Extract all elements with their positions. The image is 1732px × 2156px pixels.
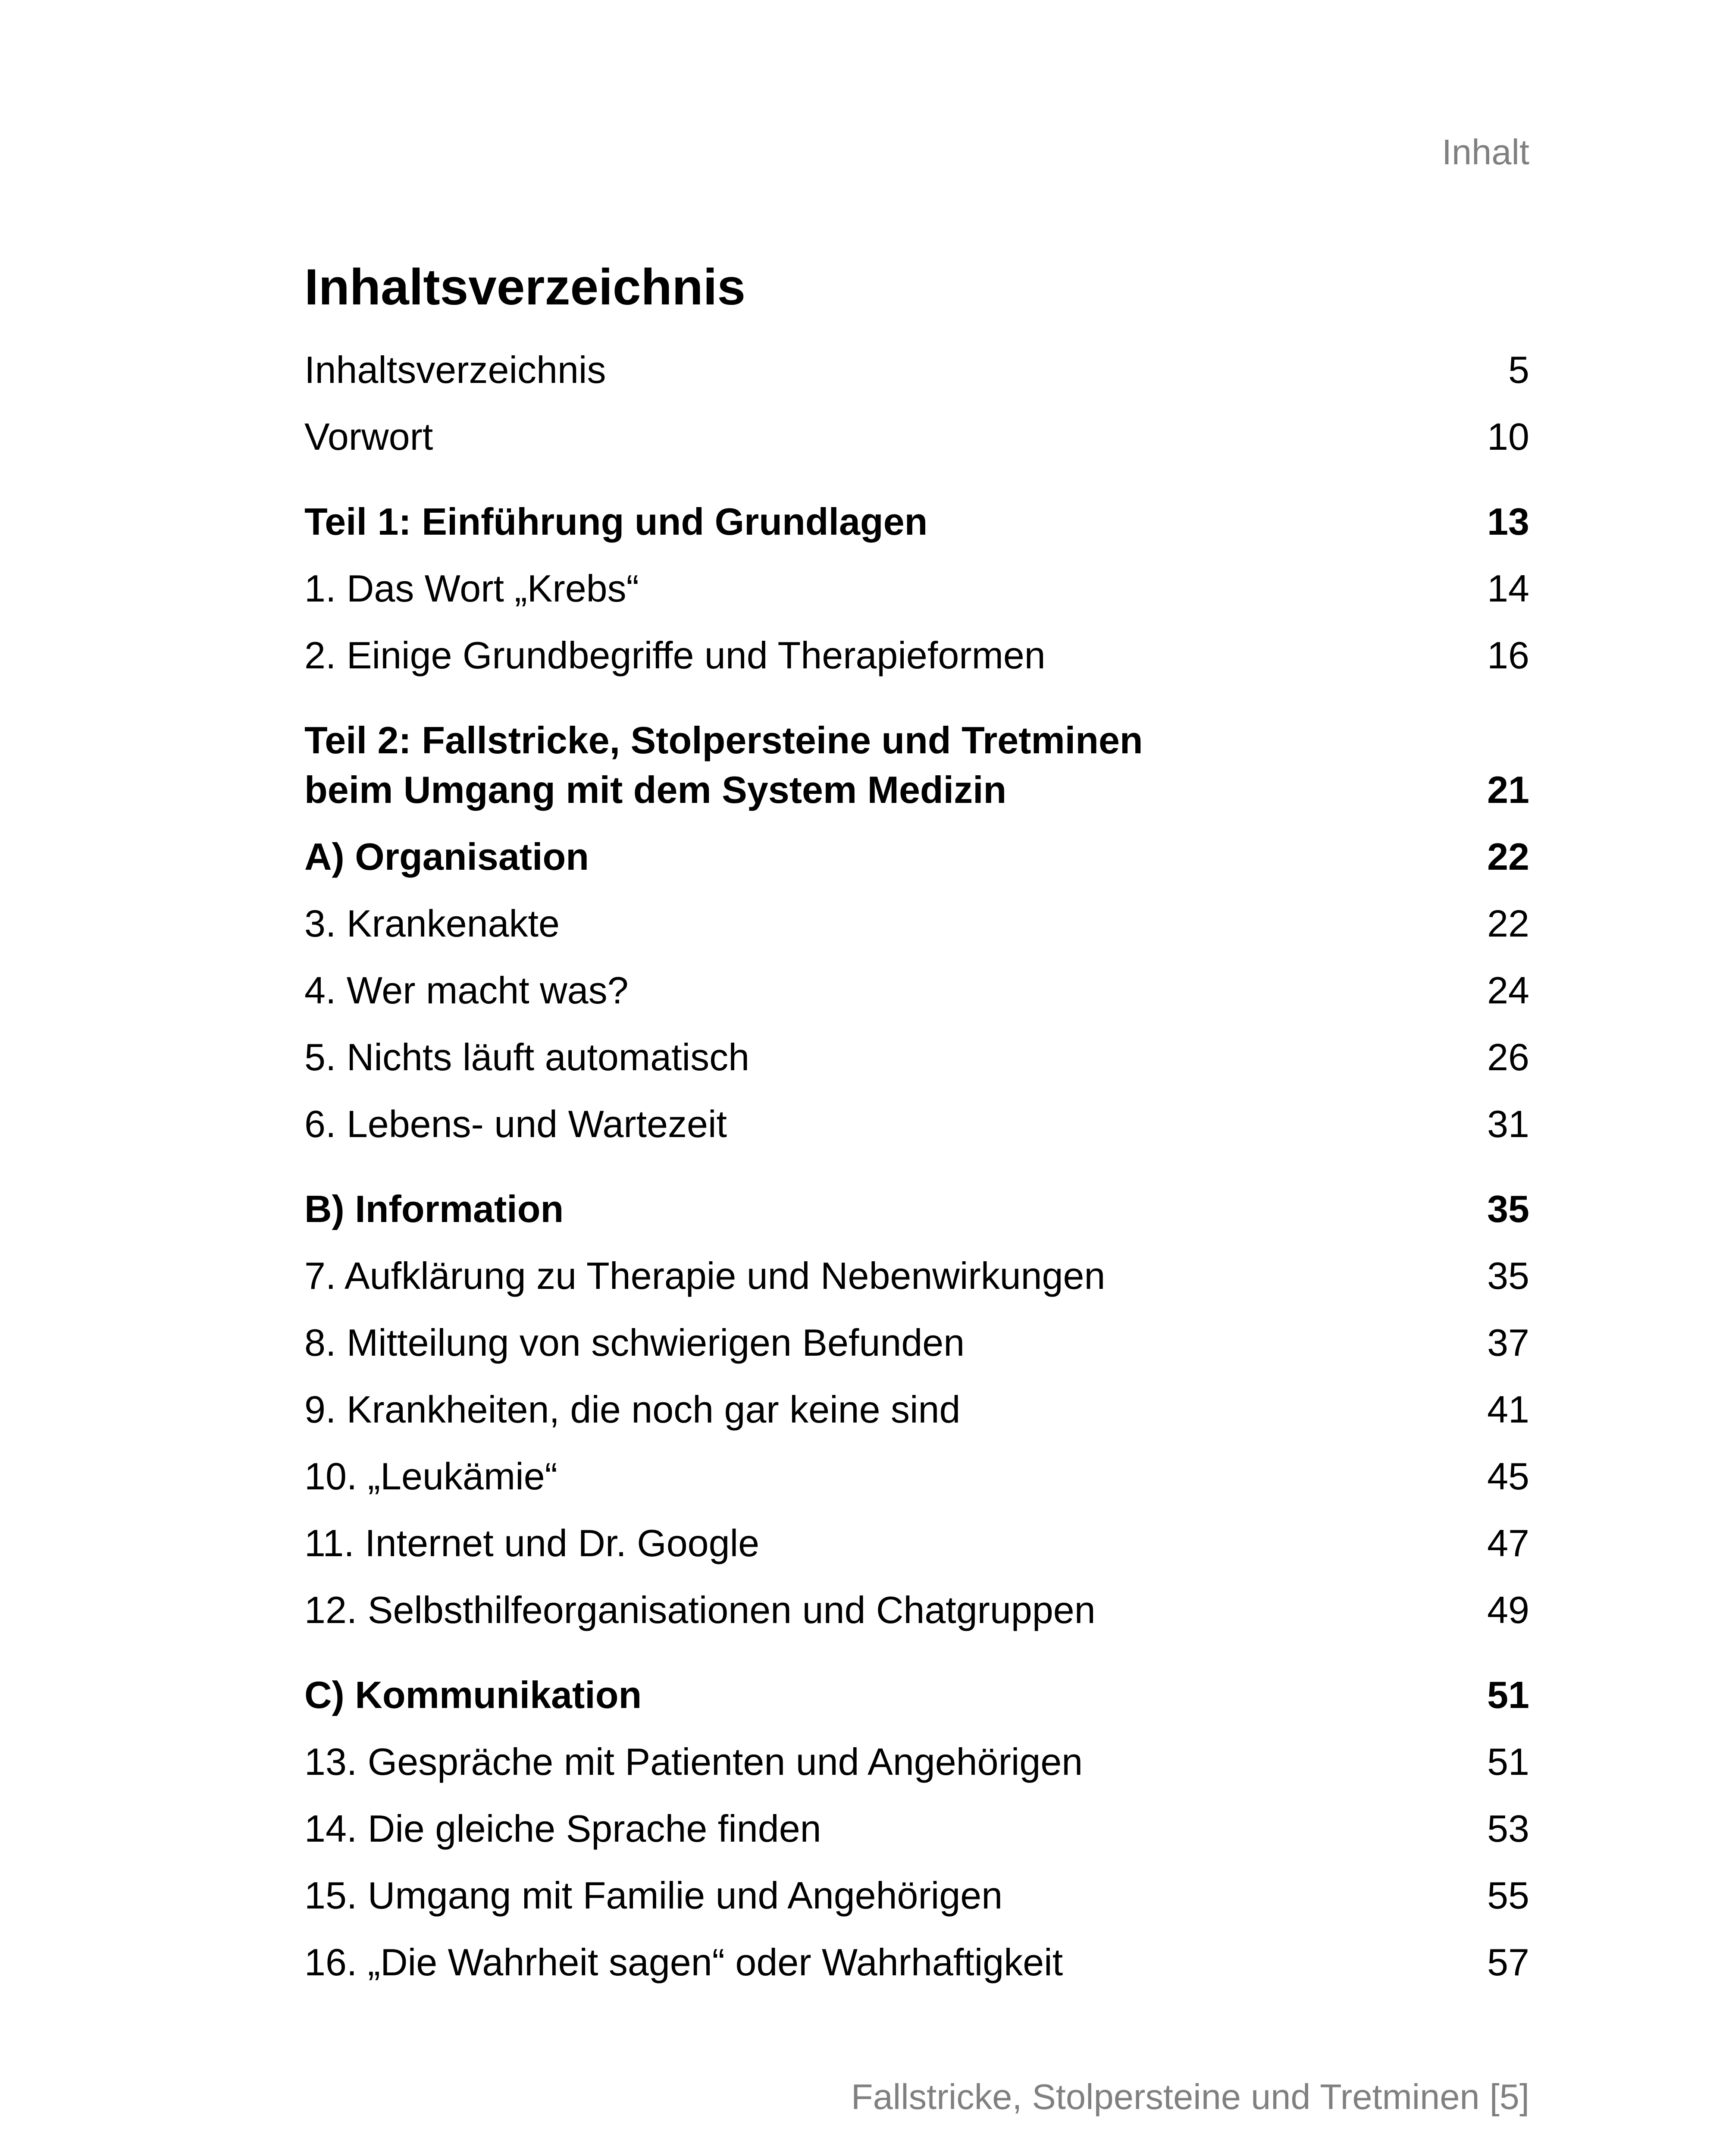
toc-entry[interactable] <box>304 1871 1529 1920</box>
toc-entry-title: 12. Selbsthilfeorganisationen und Chatgruppen <box>304 1589 1096 1631</box>
toc-entry[interactable] <box>304 899 1529 948</box>
toc-entry-title: 8. Mitteilung von schwierigen Befunden <box>304 1321 965 1364</box>
toc-entry[interactable] <box>304 1251 1529 1300</box>
toc-section-heading[interactable] <box>304 1670 1529 1720</box>
toc-entry[interactable] <box>304 1032 1529 1082</box>
page-title: Inhaltsverzeichnis <box>304 259 746 316</box>
toc-entry-title: 5. Nichts läuft automatisch <box>304 1036 750 1078</box>
toc-entry[interactable] <box>304 630 1529 680</box>
toc-entry-page: 5 <box>1508 348 1529 391</box>
toc-entry-page: 47 <box>1487 1522 1529 1564</box>
toc-entry[interactable] <box>304 345 1529 395</box>
toc-entry[interactable] <box>304 564 1529 613</box>
toc-entry-page: 53 <box>1487 1807 1529 1850</box>
toc-entry-page: 35 <box>1487 1254 1529 1297</box>
toc-part-heading[interactable] <box>304 497 1529 546</box>
toc-entry-title: C) Kommunikation <box>304 1673 642 1716</box>
toc-entry-page: 55 <box>1487 1874 1529 1917</box>
toc-entry[interactable] <box>304 1518 1529 1568</box>
toc-entry[interactable] <box>304 965 1529 1015</box>
toc-part-heading[interactable] <box>304 715 1529 815</box>
toc-entry-title-line1: Teil 2: Fallstricke, Stolpersteine und Tretminen <box>304 719 1143 761</box>
running-footer: Fallstricke, Stolpersteine und Tretminen [5] <box>851 2077 1529 2117</box>
toc-entry[interactable] <box>304 1318 1529 1367</box>
toc-entry-page: 31 <box>1487 1103 1529 1145</box>
toc-entry-title: A) Organisation <box>304 835 589 878</box>
toc-entry-page: 51 <box>1487 1740 1529 1783</box>
toc-entry-title: Inhaltsverzeichnis <box>304 348 606 391</box>
toc-entry-title: 9. Krankheiten, die noch gar keine sind <box>304 1388 961 1431</box>
toc-entry-title: Teil 1: Einführung und Grundlagen <box>304 500 928 543</box>
toc-entry[interactable] <box>304 1937 1529 1987</box>
toc-entry-page: 16 <box>1487 634 1529 677</box>
toc-section-heading[interactable] <box>304 1184 1529 1234</box>
toc-entry-title-line2: beim Umgang mit dem System Medizin <box>304 768 1007 811</box>
toc-entry[interactable] <box>304 1099 1529 1149</box>
toc-entry[interactable] <box>304 1804 1529 1853</box>
toc-entry-title: B) Information <box>304 1188 564 1230</box>
toc-entry[interactable] <box>304 1585 1529 1635</box>
toc-entry-title: 1. Das Wort „Krebs“ <box>304 567 639 610</box>
toc-entry-title: 10. „Leukämie“ <box>304 1455 557 1498</box>
running-header: Inhalt <box>1441 132 1529 172</box>
toc-entry-page: 35 <box>1487 1188 1529 1230</box>
toc-entry-page: 14 <box>1487 567 1529 610</box>
toc-entry-title: 13. Gespräche mit Patienten und Angehörigen <box>304 1740 1083 1783</box>
toc-section-heading[interactable] <box>304 832 1529 881</box>
toc-entry[interactable] <box>304 412 1529 461</box>
toc-entry-page: 10 <box>1487 415 1529 458</box>
toc-entry-title <box>304 715 1143 815</box>
toc-entry-title: Vorwort <box>304 415 433 458</box>
toc-entry-title: 11. Internet und Dr. Google <box>304 1522 760 1564</box>
toc-entry-page: 51 <box>1487 1673 1529 1716</box>
toc-entry-page: 26 <box>1487 1036 1529 1078</box>
toc-entry-title: 14. Die gleiche Sprache finden <box>304 1807 821 1850</box>
toc-entry-page: 37 <box>1487 1321 1529 1364</box>
toc-entry-title: 15. Umgang mit Familie und Angehörigen <box>304 1874 1003 1917</box>
table-of-contents <box>304 345 1529 1987</box>
toc-entry-page: 57 <box>1487 1941 1529 1984</box>
toc-entry-page: 22 <box>1487 835 1529 878</box>
toc-entry-title: 4. Wer macht was? <box>304 969 629 1012</box>
toc-entry[interactable] <box>304 1385 1529 1434</box>
toc-entry-title: 2. Einige Grundbegriffe und Therapieformen <box>304 634 1046 677</box>
toc-entry-title: 16. „Die Wahrheit sagen“ oder Wahrhaftigkeit <box>304 1941 1063 1984</box>
toc-entry-page: 41 <box>1487 1388 1529 1431</box>
toc-entry-page: 22 <box>1487 902 1529 945</box>
toc-entry-title: 6. Lebens- und Wartezeit <box>304 1103 727 1145</box>
toc-entry[interactable] <box>304 1737 1529 1786</box>
toc-entry-page: 21 <box>1487 768 1529 811</box>
toc-entry-title: 7. Aufklärung zu Therapie und Nebenwirkungen <box>304 1254 1106 1297</box>
toc-entry[interactable] <box>304 1451 1529 1501</box>
toc-entry-title: 3. Krankenakte <box>304 902 560 945</box>
toc-entry-page: 49 <box>1487 1589 1529 1631</box>
toc-entry-page: 45 <box>1487 1455 1529 1498</box>
toc-entry-page: 13 <box>1487 500 1529 543</box>
toc-entry-page: 24 <box>1487 969 1529 1012</box>
